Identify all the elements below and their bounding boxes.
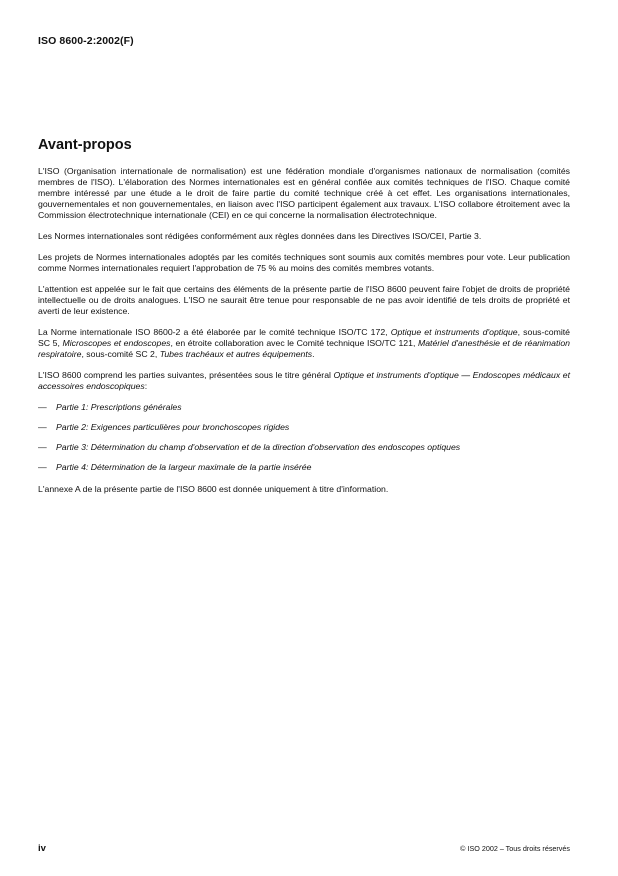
part-title: Partie 3: Détermination du champ d'observation et de la direction d'observation des endoscopes optiques (56, 442, 461, 452)
paragraph-committee (38, 327, 570, 360)
committee-title: Matériel d'anesthésie et de réanimation respiratoire (38, 338, 570, 359)
dash-bullet: — (38, 462, 47, 472)
committee-text: . (312, 349, 315, 359)
committee-text: La Norme internationale ISO 8600-2 a été élaborée par le comité technique ISO/TC 172, (38, 327, 391, 337)
list-item (38, 462, 570, 473)
dash-bullet: — (38, 422, 47, 432)
paragraph-annex: L'annexe A de la présente partie de l'ISO 8600 est donnée uniquement à titre d'information. (38, 484, 389, 494)
part-title: Partie 2: Exigences particulières pour bronchoscopes rigides (56, 422, 290, 432)
paragraph-parts-intro (38, 370, 570, 392)
list-item (38, 402, 570, 413)
foreword-body (38, 166, 570, 505)
subcommittee-title: Microscopes et endoscopes (62, 338, 171, 348)
page-number: iv (38, 843, 46, 854)
subcommittee-title: Tubes trachéaux et autres équipements (159, 349, 313, 359)
parts-intro-text: : (144, 381, 148, 391)
general-title: Optique et instruments d'optique — Endoscopes médicaux et accessoires endoscopiques (38, 370, 571, 391)
dash-bullet: — (38, 402, 47, 412)
parts-intro-text: L'ISO 8600 comprend les parties suivantes, présentées sous le titre général (38, 370, 334, 380)
paragraph-patent-rights: L'attention est appelée sur le fait que certains des éléments de la présente partie de l'ISO 8600 peuvent faire l'objet de droits de propriété intellectuelle ou de droits analogues. L'ISO ne saurait être tenue pour responsable de ne pas avoir identifié de tels droits de propriété et averti de leur existence. (38, 284, 570, 316)
committee-title: Optique et instruments d'optique (390, 327, 518, 337)
document-id: ISO 8600-2:2002(F) (38, 35, 134, 47)
paragraph-voting: Les projets de Normes internationales adoptés par les comités techniques sont soumis aux comités membres pour vote. Leur publication comme Normes internationales requiert l'approbation de 75 % au moins des comités membres votants. (38, 252, 570, 273)
paragraph-directives: Les Normes internationales sont rédigées conformément aux règles données dans les Directives ISO/CEI, Partie 3. (38, 231, 482, 241)
part-title: Partie 1: Prescriptions générales (56, 402, 182, 412)
list-item (38, 422, 570, 433)
dash-bullet: — (38, 442, 47, 452)
section-title: Avant-propos (38, 137, 132, 153)
committee-text: , sous-comité SC 5, (38, 327, 571, 348)
copyright-notice: © ISO 2002 – Tous droits réservés (460, 844, 570, 853)
committee-text: , en étroite collaboration avec le Comité technique ISO/TC 121, (170, 338, 418, 348)
paragraph-iso-organisation: L'ISO (Organisation internationale de normalisation) est une fédération mondiale d'organismes nationaux de normalisation (comités membres de l'ISO). L'élaboration des Normes internationales est en général confiée aux comités techniques de l'ISO. Chaque comité membre intéressé par une étude a le droit de faire partie du comité technique créé à cet effet. Les organisations internationales, gouvernementales et non gouvernementales, en liaison avec l'ISO participent également aux travaux. L'ISO collabore étroitement avec la Commission électrotechnique internationale (CEI) en ce qui concerne la normalisation électrotechnique. (38, 166, 570, 220)
part-title: Partie 4: Détermination de la largeur maximale de la partie insérée (56, 462, 312, 472)
list-item (38, 442, 570, 453)
committee-text: , sous-comité SC 2, (81, 349, 160, 359)
